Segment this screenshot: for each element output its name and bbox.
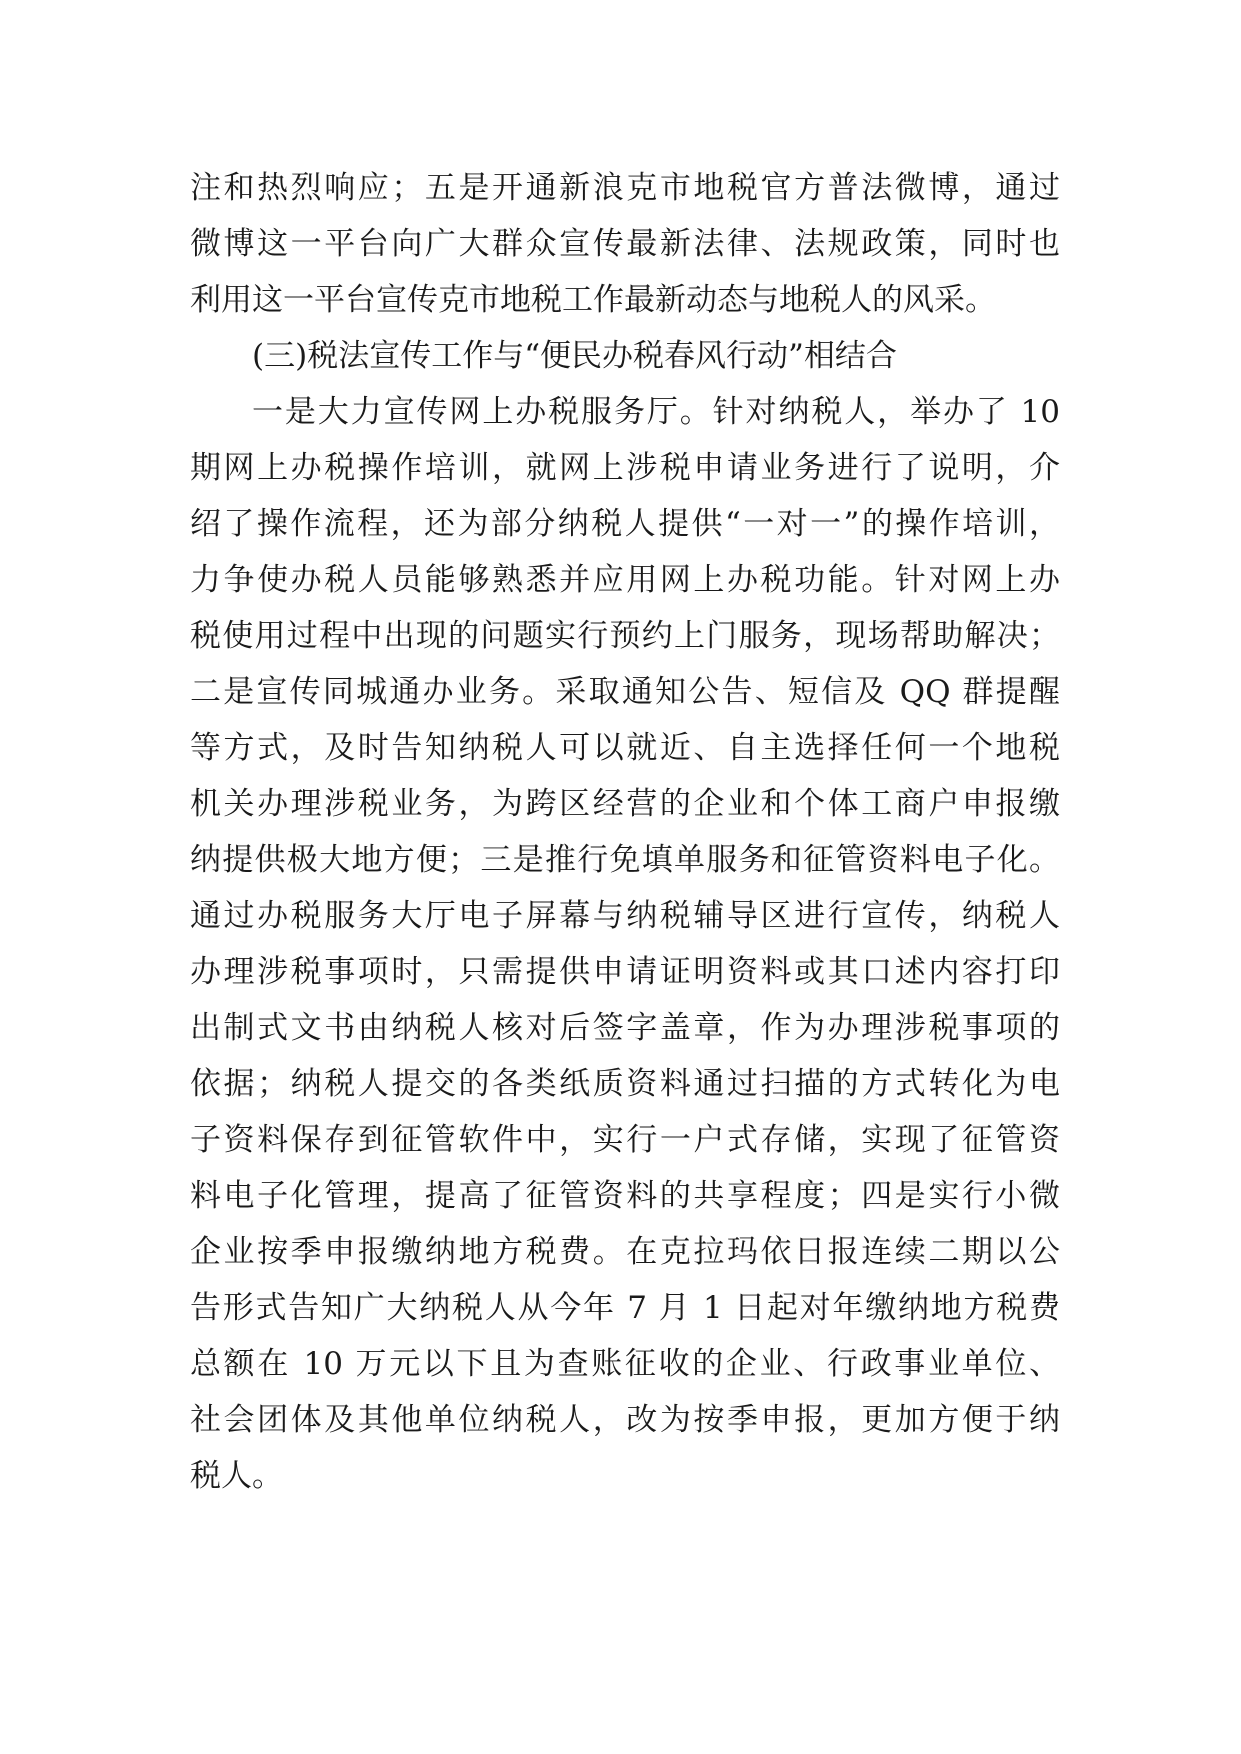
paragraph-line: 二是宣传同城通办业务。采取通知公告、短信及 QQ 群提醒 (190, 674, 1060, 710)
paragraph-line: 税使用过程中出现的问题实行预约上门服务，现场帮助解决； (190, 618, 1060, 654)
paragraph-line: 料电子化管理，提高了征管资料的共享程度；四是实行小微 (190, 1178, 1060, 1214)
paragraph-line: 期网上办税操作培训，就网上涉税申请业务进行了说明，介 (190, 450, 1060, 486)
paragraph-line: 总额在 10 万元以下且为查账征收的企业、行政事业单位、 (190, 1346, 1060, 1382)
document-body (190, 160, 1060, 1504)
paragraph-line: 税人。 (190, 1458, 283, 1494)
paragraph-line: 子资料保存到征管软件中，实行一户式存储，实现了征管资 (190, 1122, 1060, 1158)
paragraph-line: 告形式告知广大纳税人从今年 7 月 1 日起对年缴纳地方税费 (190, 1290, 1060, 1326)
paragraph-line: 利用这一平台宣传克市地税工作最新动态与地税人的风采。 (190, 282, 996, 318)
paragraph-line: 力争使办税人员能够熟悉并应用网上办税功能。针对网上办 (190, 562, 1060, 598)
paragraph-line: 通过办税服务大厅电子屏幕与纳税辅导区进行宣传，纳税人 (190, 898, 1060, 934)
paragraph-line: 办理涉税事项时，只需提供申请证明资料或其口述内容打印 (190, 954, 1060, 990)
paragraph-line: 企业按季申报缴纳地方税费。在克拉玛依日报连续二期以公 (190, 1234, 1060, 1270)
paragraph-line: 纳提供极大地方便；三是推行免填单服务和征管资料电子化。 (190, 842, 1060, 878)
paragraph-line: 机关办理涉税业务，为跨区经营的企业和个体工商户申报缴 (190, 786, 1060, 822)
paragraph-line: 微博这一平台向广大群众宣传最新法律、法规政策，同时也 (190, 226, 1060, 262)
paragraph-line: 社会团体及其他单位纳税人，改为按季申报，更加方便于纳 (190, 1402, 1060, 1438)
paragraph-line: 依据；纳税人提交的各类纸质资料通过扫描的方式转化为电 (190, 1066, 1060, 1102)
paragraph-line: 出制式文书由纳税人核对后签字盖章，作为办理涉税事项的 (190, 1010, 1060, 1046)
paragraph-line: 注和热烈响应；五是开通新浪克市地税官方普法微博，通过 (190, 170, 1060, 206)
paragraph-line: 等方式，及时告知纳税人可以就近、自主选择任何一个地税 (190, 730, 1060, 766)
section-heading: (三)税法宣传工作与“便民办税春风行动”相结合 (252, 338, 897, 374)
paragraph-line: 一是大力宣传网上办税服务厅。针对纳税人，举办了 10 (252, 394, 1060, 430)
paragraph-line: 绍了操作流程，还为部分纳税人提供“一对一”的操作培训， (190, 506, 1060, 542)
